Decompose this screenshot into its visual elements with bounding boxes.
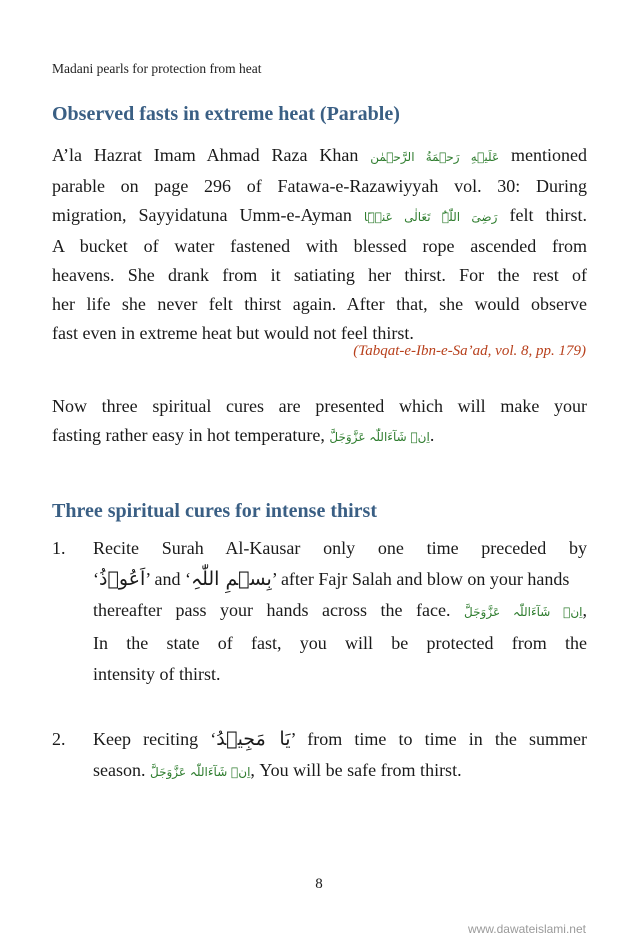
list-item-2 [93,724,587,788]
list-line: thereafter pass your hands across the face. اِنۡ شَآءَاللّٰہ عَزَّوَجَلَّ, [93,600,588,620]
intro-paragraph [52,392,587,452]
list-line: Recite Surah Al-Kausar only one time preceded by [93,538,587,558]
paragraph-line: Now three spiritual cures are presented which will make your [52,396,587,416]
running-header: Madani pearls for protection from heat [52,61,262,76]
paragraph-line: A bucket of water fastened with blessed rope ascended from [52,236,587,256]
arabic-inshallah: اِنۡ شَآءَاللّٰہ عَزَّوَجَلَّ [329,430,430,444]
paragraph-line: her life she never felt thirst again. After that, she would observe [52,294,587,314]
list-item-1 [93,533,587,690]
section-heading-cures: Three spiritual cures for intense thirst [52,500,377,522]
arabic-bismillah: بِسۡمِ اللّٰہِ [190,568,272,590]
parable-paragraph [52,141,587,348]
paragraph-line: parable on page 296 of Fatawa-e-Razawiyyah vol. 30: During [52,176,587,196]
arabic-honorific: رَضِیَ اللّٰہُ تَعَالٰی عَنۡہَا [363,210,498,224]
paragraph-line: migration, Sayyidatuna Umm-e-Ayman رَضِیَ اللّٰہُ تَعَالٰی عَنۡہَا felt thirst. [52,205,587,225]
list-number: 1. [52,538,66,558]
arabic-inshallah: اِنۡ شَآءَاللّٰہ عَزَّوَجَلَّ [150,765,251,779]
list-number: 2. [52,729,66,749]
list-line: intensity of thirst. [93,664,221,684]
paragraph-line: fasting rather easy in hot temperature, اِنۡ شَآءَاللّٰہ عَزَّوَجَلَّ. [52,425,435,445]
section-heading-parable: Observed fasts in extreme heat (Parable) [52,103,400,125]
arabic-honorific: عَلَيۡهِ رَحۡمَةُ الرَّحۡمٰن [370,150,500,164]
paragraph-line: fast even in extreme heat but would not feel thirst. [52,323,414,343]
page-number: 8 [315,876,323,892]
list-line: Keep reciting ‘یَا مَجِیۡدُ’ from time to time in the summer [93,728,587,750]
paragraph-line: heavens. She drank from it satiating her thirst. For the rest of [52,265,587,285]
list-line: In the state of fast, you will be protected from the [93,633,587,653]
arabic-auzu: اَعُوۡذُ [99,568,146,590]
list-line: season. اِنۡ شَآءَاللّٰہ عَزَّوَجَلَّ, You will be safe from thirst. [93,760,462,780]
citation: (Tabqat-e-Ibn-e-Sa’ad, vol. 8, pp. 179) [353,343,586,359]
arabic-ya-majeed: یَا مَجِیۡدُ [216,728,291,750]
arabic-inshallah: اِنۡ شَآءَاللّٰہ عَزَّوَجَلَّ [464,605,583,619]
paragraph-line: A’la Hazrat Imam Ahmad Raza Khan عَلَيۡهِ رَحۡمَةُ الرَّحۡمٰن mentioned [52,145,587,165]
list-line: ‘اَعُوۡذُ’ and ‘بِسۡمِ اللّٰہِ’ after Fajr Salah and blow on your hands [93,568,570,590]
footer-url: www.dawateislami.net [467,922,586,936]
